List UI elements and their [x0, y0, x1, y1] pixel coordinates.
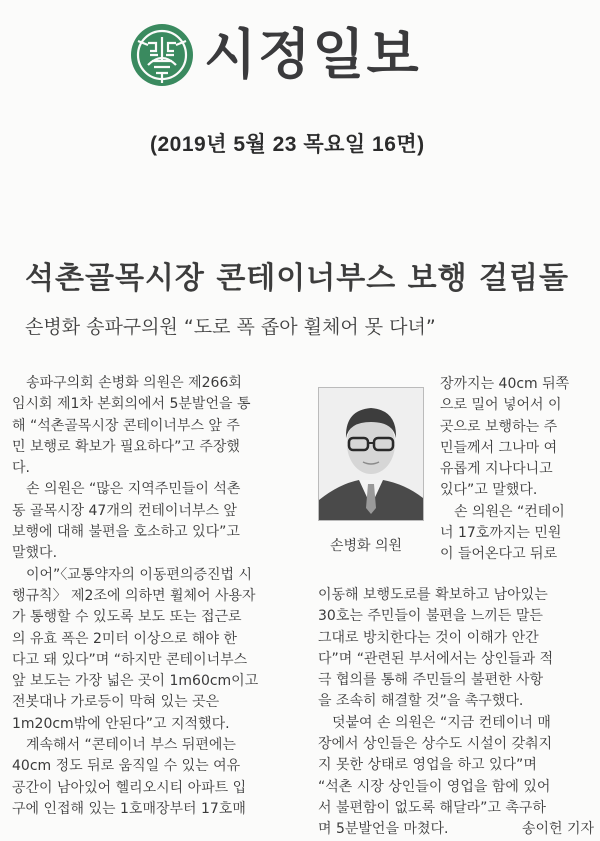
text-line: 공간이 남아있어 헬리오시티 아파트 입: [12, 779, 247, 796]
text-line: 다”며 “관련된 부서에서는 상인들과 적: [318, 650, 554, 667]
subhead: 손병화 송파구의원 “도로 폭 좁아 휠체어 못 다녀”: [25, 316, 436, 338]
byline: 송이헌 기자: [521, 821, 594, 838]
text-line: 장에서 상인들은 상수도 시설이 갖춰지: [318, 736, 553, 753]
text-line: 이어”〈교통약자의 이동편의증진법 시: [26, 566, 253, 583]
text-line: “석촌 시장 상인들이 영업을 함에 있어: [318, 778, 551, 795]
text-line: 의 유효 폭은 2미터 이상으로 해야 한: [12, 630, 237, 647]
headline: 석촌골목시장 콘테이너부스 보행 걸림돌: [25, 261, 569, 296]
text-line: 손 의원은 “많은 지역주민들이 석촌: [26, 481, 241, 498]
text-line: 민 보행로 확보가 필요하다”고 주장했: [12, 438, 240, 455]
text-line: 가 통행할 수 있도록 보도 또는 접근로: [12, 609, 242, 626]
councilor-photo: [318, 387, 424, 521]
dateline: (2019년 5월 23 목요일 16면): [150, 133, 425, 156]
article-column-right-top: [440, 374, 590, 566]
text-line-content: 며 5분발언을 마쳤다.: [318, 821, 449, 838]
masthead: [128, 20, 421, 90]
text-line: 그대로 방치한다는 것이 이해가 안간: [318, 629, 539, 646]
text-line: 서 불편함이 없도록 해달라”고 촉구하: [318, 799, 546, 816]
text-line: 을 조속히 해결할 것”을 촉구했다.: [318, 693, 524, 710]
text-line: 보행에 대해 불편을 호소하고 있다”고: [12, 524, 240, 541]
text-line: 있다”고 말했다.: [440, 482, 538, 499]
text-line: 송파구의회 손병화 의원은 제266회: [26, 375, 242, 391]
text-line: 덧붙여 손 의원은 “지금 컨테이너 매: [332, 714, 551, 731]
text-line: 계속해서 “콘테이너 부스 뒤편에는: [26, 737, 236, 754]
text-line: 민들께서 그나마 여: [440, 439, 558, 456]
text-line: 앞 보도는 가장 넓은 곳이 1m60cm이고: [12, 673, 259, 690]
text-line: 유롭게 지나다니고: [440, 461, 553, 478]
text-line: 이동해 보행도로를 확보하고 남아있는: [318, 587, 548, 603]
text-line: 말했다.: [12, 545, 58, 562]
text-line: 으로 밀어 넣어서 이: [440, 397, 562, 414]
text-line: 40cm 정도 뒤로 움직일 수 있는 여유: [12, 758, 241, 775]
text-line: [318, 819, 594, 840]
portrait-image: [319, 388, 423, 520]
text-line: 곳으로 보행하는 주: [440, 418, 558, 435]
text-line: 다고 돼 있다”며 “하지만 콘테이너부스: [12, 651, 248, 668]
text-line: 극 협의를 통해 주민들의 불편한 사항: [318, 672, 544, 689]
text-line: 30호는 주민들이 불편을 느끼든 말든: [318, 608, 543, 625]
photo-caption: 손병화 의원: [330, 538, 403, 554]
article-column-left: [12, 373, 290, 820]
text-line: 임시회 제1차 본회의에서 5분발언을 통: [12, 396, 251, 413]
text-line: 지 못한 상태로 영업을 하고 있다”며: [318, 757, 537, 774]
text-line: 장까지는 40cm 뒤쪽: [440, 376, 570, 392]
text-line: 1m20cm밖에 안된다”고 지적했다.: [12, 715, 230, 732]
text-line: 해 “석촌골목시장 콘테이너부스 앞 주: [12, 417, 240, 434]
seoul-city-emblem-icon: [128, 21, 196, 89]
text-line: 구에 인접해 있는 1호매장부터 17호매: [12, 800, 246, 817]
article-column-right: [318, 585, 594, 841]
text-line: 다.: [12, 460, 30, 477]
text-line: 동 골목시장 47개의 컨테이너부스 앞: [12, 502, 237, 519]
text-line: 너 17호까지는 민원: [440, 525, 562, 542]
text-line: 손 의원은 “컨테이: [454, 503, 565, 520]
text-line: 이 들어온다고 뒤로: [440, 546, 558, 563]
paper-name: 시정일보: [204, 23, 421, 86]
text-line: 전봇대나 가로등이 막혀 있는 곳은: [12, 694, 220, 711]
text-line: 행규칙〉 제2조에 의하면 휠체어 사용자: [12, 587, 256, 604]
